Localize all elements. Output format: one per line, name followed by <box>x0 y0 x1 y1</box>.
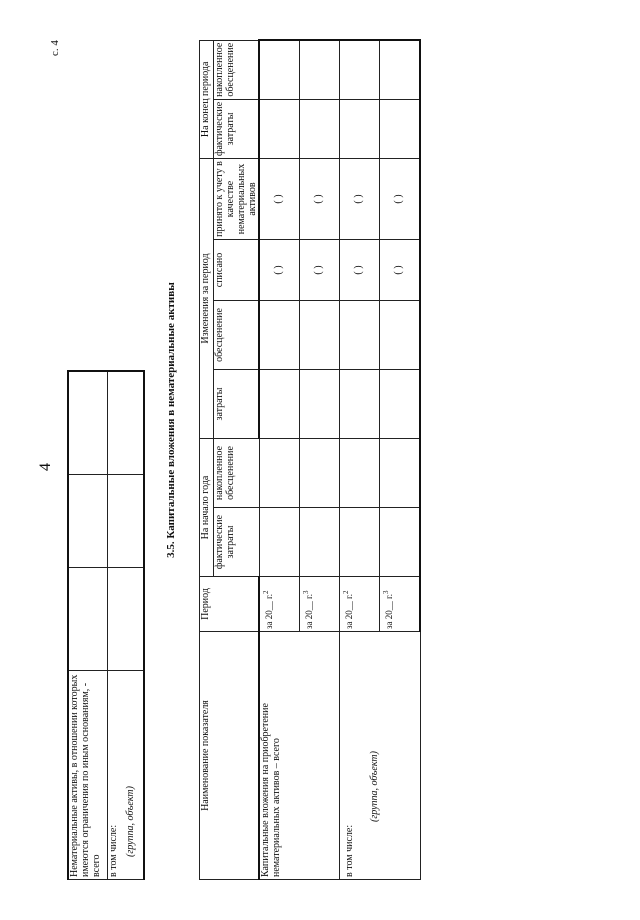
period-cell <box>300 577 340 632</box>
table-cell <box>380 508 421 577</box>
restricted-assets-table <box>67 370 145 880</box>
table-cell <box>108 371 145 475</box>
sub-end-actual: фактические затраты <box>214 99 260 158</box>
section-title: 3.5. Капитальные вложения в нематериальные активы <box>165 282 177 558</box>
table-cell <box>380 370 421 439</box>
paren-cell: ( ) <box>380 159 421 240</box>
table-cell <box>259 301 300 370</box>
footnote-mark: 2 <box>262 590 270 595</box>
table-cell <box>380 301 421 370</box>
table-cell <box>259 99 300 158</box>
paren-cell: ( ) <box>259 240 300 301</box>
table-cell <box>68 371 108 475</box>
header-start: На начало года <box>200 439 214 577</box>
table-cell <box>340 370 380 439</box>
paren-cell: ( ) <box>340 159 380 240</box>
table-cell <box>68 568 108 671</box>
sub-accepted: принято к учету в качестве нематериальных активов <box>214 159 260 240</box>
period-cell <box>259 577 300 632</box>
header-name: Наименование показателя <box>200 632 260 880</box>
header-row <box>200 40 214 879</box>
table-cell <box>259 40 300 99</box>
page-reference: с. 4 <box>49 40 61 56</box>
sub-accum: накопленное обесценение <box>214 439 260 508</box>
table-cell <box>259 439 300 508</box>
row-group-text: (группа, объект) <box>369 751 380 822</box>
sub-costs: затраты <box>214 370 260 439</box>
table-cell <box>380 439 421 508</box>
period-cell <box>380 577 421 632</box>
table-cell <box>340 508 380 577</box>
table-cell <box>340 40 380 99</box>
page-number: 4 <box>37 463 54 471</box>
row-total-label: Капитальные вложения на приобретение нематериальных активов – всего <box>259 632 340 880</box>
table-cell <box>340 301 380 370</box>
row-sublabel: (группа, объект) <box>125 786 136 857</box>
table-cell <box>300 99 340 158</box>
table-cell <box>340 99 380 158</box>
row-label-text: в том числе: <box>108 824 119 877</box>
row-label <box>108 671 145 880</box>
table-cell <box>340 439 380 508</box>
paren-cell: ( ) <box>380 240 421 301</box>
table-row <box>68 371 108 880</box>
table-row <box>259 40 300 879</box>
header-period: Период <box>200 577 260 632</box>
period-text: за 20__ г. <box>304 594 314 629</box>
row-label: Нематериальные активы, в отношении которых имеются ограничения по иным основаниям, - всего <box>68 671 108 880</box>
footnote-mark: 3 <box>382 590 390 595</box>
capital-investments-table <box>199 39 421 880</box>
table-cell <box>300 301 340 370</box>
footnote-mark: 2 <box>342 590 350 595</box>
sub-impair: обесценение <box>214 301 260 370</box>
paren-cell: ( ) <box>340 240 380 301</box>
paren-cell: ( ) <box>300 159 340 240</box>
table-cell <box>108 568 145 671</box>
table-cell <box>380 40 421 99</box>
header-changes: Изменения за период <box>200 159 214 439</box>
table-cell <box>380 99 421 158</box>
table-cell <box>300 439 340 508</box>
table-cell <box>68 475 108 568</box>
row-incl-label <box>340 632 421 880</box>
table-row <box>108 371 145 880</box>
table-cell <box>108 475 145 568</box>
header-end: На конец периода <box>200 40 214 158</box>
table-cell <box>300 508 340 577</box>
period-text: за 20__ г. <box>344 594 354 629</box>
table-cell <box>300 40 340 99</box>
table-cell <box>259 370 300 439</box>
period-cell <box>340 577 380 632</box>
table-cell <box>300 370 340 439</box>
footnote-mark: 3 <box>302 590 310 595</box>
table-cell <box>259 508 300 577</box>
sub-end-accum: накопленное обесценение <box>214 40 260 99</box>
paren-cell: ( ) <box>259 159 300 240</box>
period-text: за 20__ г. <box>264 594 274 629</box>
paren-cell: ( ) <box>300 240 340 301</box>
sub-writeoff: списано <box>214 240 260 301</box>
row-incl-text: в том числе: <box>344 824 355 877</box>
period-text: за 20__ г. <box>384 594 394 629</box>
table-row <box>340 40 380 879</box>
sub-actual: фактические затраты <box>214 508 260 577</box>
